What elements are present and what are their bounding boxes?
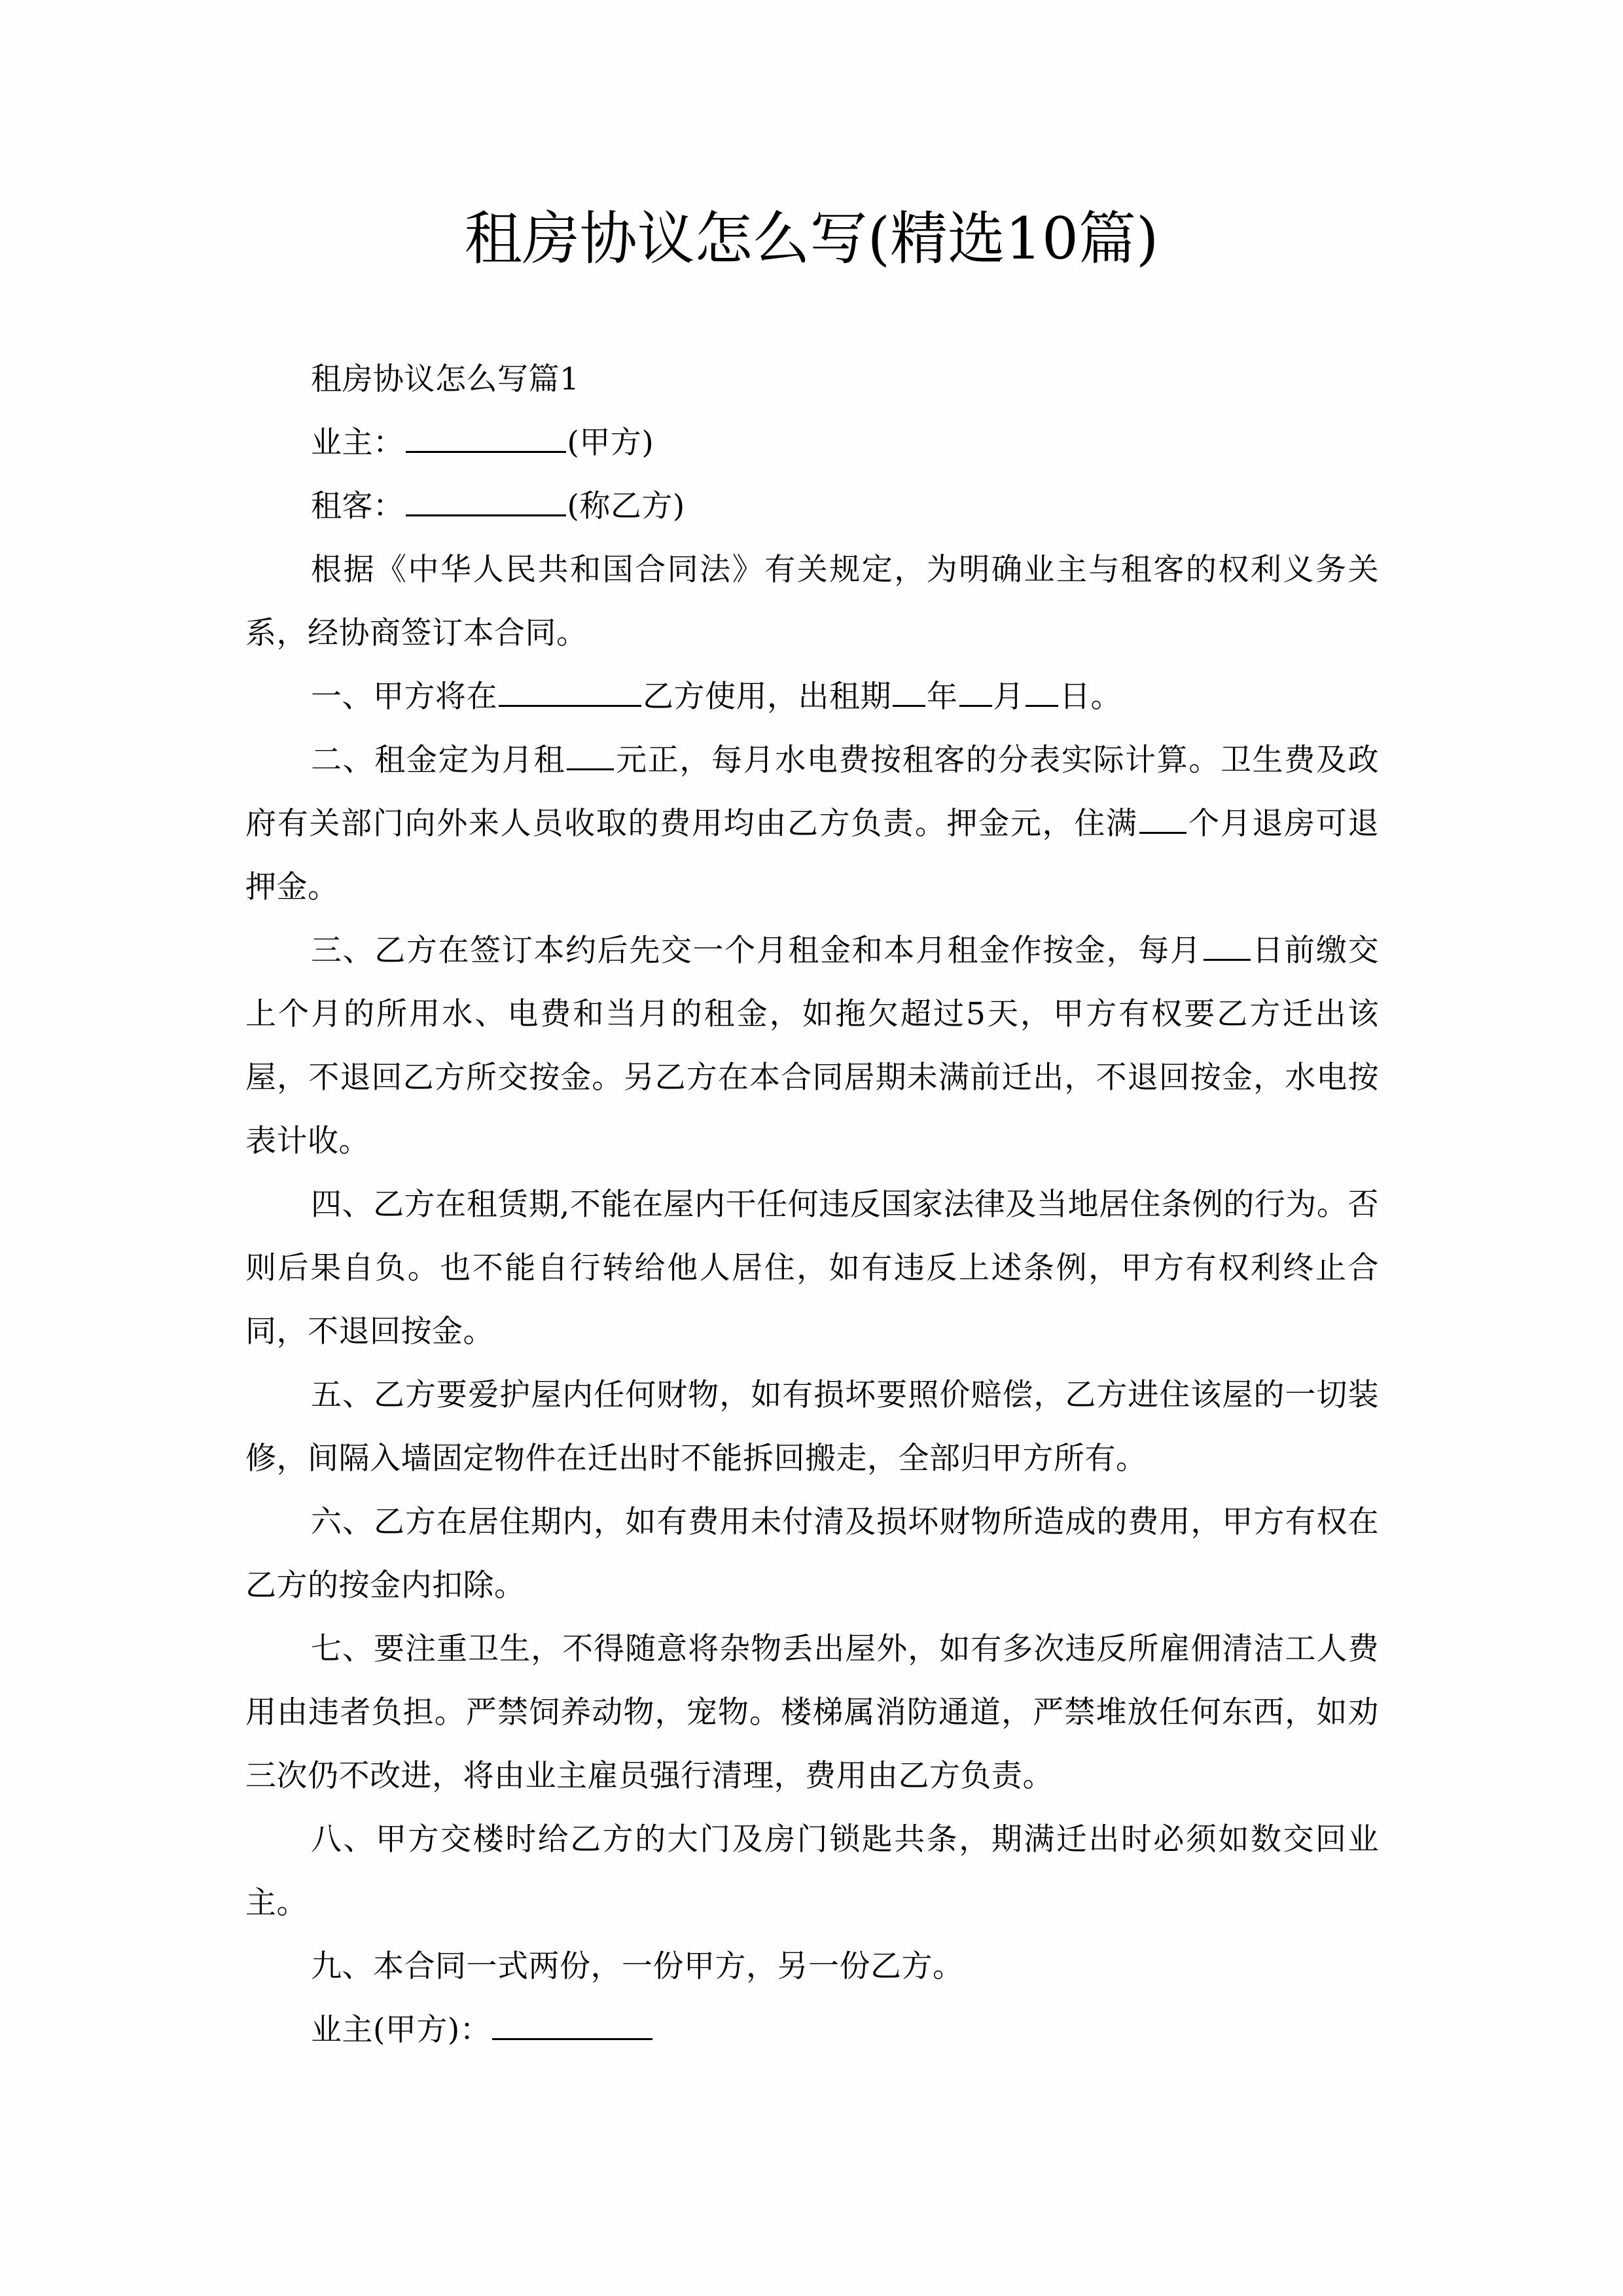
payment-day-blank xyxy=(1204,929,1251,961)
clause-6: 六、乙方在居住期内，如有费用未付清及损坏财物所造成的费用，甲方有权在乙方的按金内扣除。 xyxy=(245,1504,1379,1604)
document-title: 租房协议怎么写(精选10篇) xyxy=(464,205,1159,272)
clause-5: 五、乙方要爱护屋内任何财物，如有损坏要照价赔偿，乙方进住该屋的一切装修，间隔入墙固定物件在迁出时不能拆回搬走，全部归甲方所有。 xyxy=(245,1377,1379,1477)
clause-text: 二、租金定为月租 xyxy=(311,742,565,778)
signature-landlord-line xyxy=(245,1998,1379,2062)
clause-text: 年 xyxy=(927,679,958,715)
year-blank xyxy=(893,675,925,707)
landlord-suffix: (甲方) xyxy=(567,425,654,461)
tenant-suffix: (称乙方) xyxy=(567,488,685,524)
clause-2 xyxy=(245,728,1379,919)
months-blank xyxy=(1139,802,1186,834)
clause-8: 八、甲方交楼时给乙方的大门及房门锁匙共条，期满迁出时必须如数交回业主。 xyxy=(245,1821,1379,1921)
clause-text: 月 xyxy=(993,679,1024,715)
rent-amount-blank xyxy=(567,739,614,770)
clause-text: 一、甲方将在 xyxy=(311,679,497,715)
signature-landlord-blank xyxy=(492,2009,652,2040)
clause-3 xyxy=(245,919,1379,1173)
clause-4: 四、乙方在租赁期,不能在屋内干任何违反国家法律及当地居住条例的行为。否则后果自负。也不能自行转给他人居住，如有违反上述条例，甲方有权利终止合同，不退回按金。 xyxy=(245,1187,1379,1350)
landlord-label: 业主： xyxy=(311,425,404,461)
clause-text: 日。 xyxy=(1060,679,1122,715)
clause-text: 元正，每月水电费按租客的分表实际计算。卫生费及政府有关部门向外来人员收取的费用均由乙方负责。押金元，住满 xyxy=(245,742,1379,842)
premises-blank xyxy=(499,675,641,707)
document-body xyxy=(245,348,1379,2062)
month-blank xyxy=(959,675,992,707)
section-heading: 租房协议怎么写篇1 xyxy=(311,361,580,397)
clause-text: 日前缴交上个月的所用水、电费和当月的租金，如拖欠超过5天，甲方有权要乙方迁出该屋，不退回乙方所交按金。另乙方在本合同居期未满前迁出，不退回按金，水电按表计收。 xyxy=(245,933,1379,1159)
tenant-name-blank xyxy=(406,485,566,516)
clause-text: 三、乙方在签订本约后先交一个月租金和本月租金作按金，每月 xyxy=(311,933,1202,969)
preamble-paragraph: 根据《中华人民共和国合同法》有关规定，为明确业主与租客的权利义务关系，经协商签订本合同。 xyxy=(245,552,1379,651)
clause-1 xyxy=(245,665,1379,728)
clause-text: 乙方使用，出租期 xyxy=(643,679,891,715)
tenant-label: 租客： xyxy=(311,488,404,524)
landlord-name-blank xyxy=(406,422,566,453)
tenant-line xyxy=(245,475,1379,538)
day-blank xyxy=(1026,675,1058,707)
clause-9: 九、本合同一式两份，一份甲方，另一份乙方。 xyxy=(311,1948,964,1984)
clause-text: 个月退房可退押金。 xyxy=(245,806,1380,905)
signature-landlord-label: 业主(甲方)： xyxy=(311,2012,491,2048)
landlord-line xyxy=(245,411,1379,475)
clause-7: 七、要注重卫生，不得随意将杂物丢出屋外，如有多次违反所雇佣清洁工人费用由违者负担。严禁饲养动物，宠物。楼梯属消防通道，严禁堆放任何东西，如劝三次仍不改进，将由业主雇员强行清理，费用由乙方负责。 xyxy=(245,1631,1379,1794)
